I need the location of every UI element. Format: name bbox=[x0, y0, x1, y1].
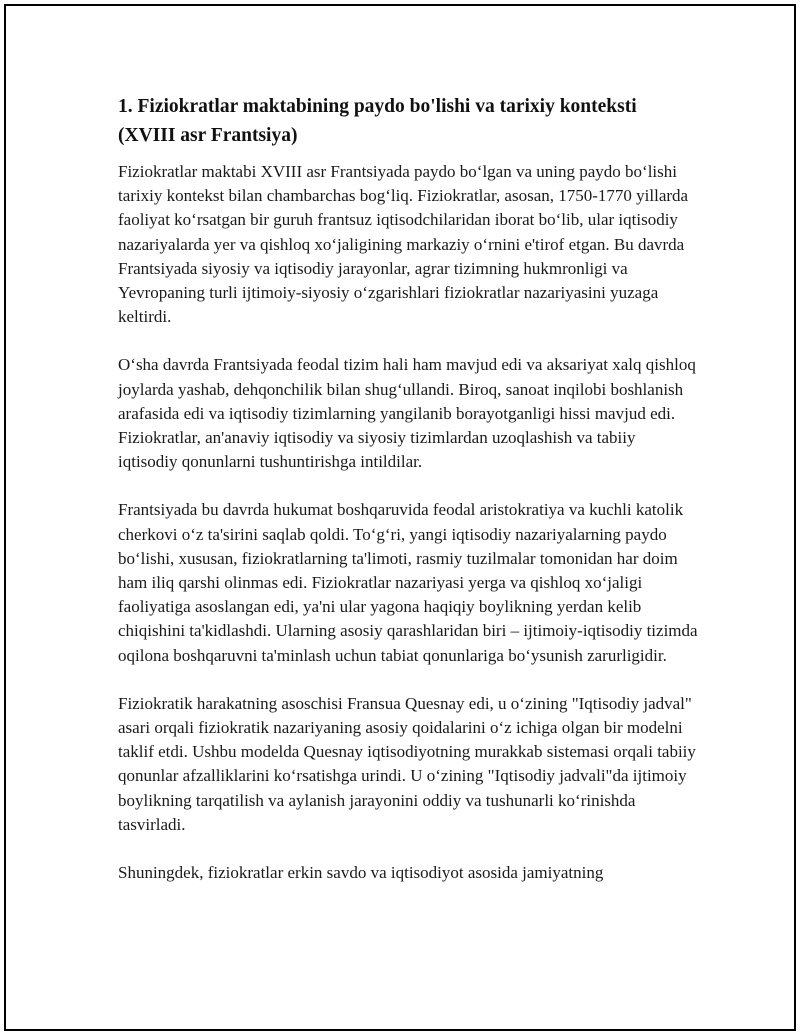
paragraph-5: Shuningdek, fiziokratlar erkin savdo va iqtisodiyot asosida jamiyatning bbox=[118, 863, 604, 883]
document-body bbox=[118, 92, 698, 885]
paragraph-4: Fiziokratik harakatning asoschisi Fransua Quesnay edi, u oʻzining "Iqtisodiy jadval" asari orqali fiziokratik nazariyaning asosiy qoidalarini oʻz ichiga olgan bir modelni taklif etdi. Ushbu modelda Quesnay iqtisodiyotning murakkab sistemasi orqali tabiiy qonunlar afzalliklarini koʻrsatishga urindi. U oʻzining "Iqtisodiy jadvali"da ijtimoiy boylikning tarqatilish va aylanish jarayonini oddiy va tushunarli koʻrinishda tasvirladi. bbox=[118, 693, 696, 834]
section-heading: 1. Fiziokratlar maktabining paydo bo'lishi va tarixiy konteksti (XVIII asr Frantsiya) bbox=[118, 96, 637, 146]
paragraph-1: Fiziokratlar maktabi XVIII asr Frantsiyada paydo boʻlgan va uning paydo boʻlishi tarixiy kontekst bilan chambarchas bogʻliq. Fiziokratlar, asosan, 1750-1770 yillarda faoliyat koʻrsatgan bir guruh frantsuz iqtisodchilaridan iborat boʻlib, ular iqtisodiy nazariyalarda yer va qishloq xoʻjaligining markaziy oʻrnini e'tirof etgan. Bu davrda Frantsiyada siyosiy va iqtisodiy jarayonlar, agrar tizimning hukmronligi va Yevropaning turli ijtimoiy-siyosiy oʻzgarishlari fiziokratlar nazariyasini yuzaga keltirdi. bbox=[118, 162, 689, 327]
paragraph-2: Oʻsha davrda Frantsiyada feodal tizim hali ham mavjud edi va aksariyat xalq qishloq joylarda yashab, dehqonchilik bilan shugʻullandi. Biroq, sanoat inqilobi boshlanish arafasida edi va iqtisodiy tizimlarning yangilanib borayotganligi hissi mavjud edi. Fiziokratlar, an'anaviy iqtisodiy va siyosiy tizimlardan uzoqlashish va tabiiy iqtisodiy qonunlarni tushuntirishga intildilar. bbox=[118, 355, 696, 472]
paragraph-3: Frantsiyada bu davrda hukumat boshqaruvida feodal aristokratiya va kuchli katolik cherkovi oʻz ta'sirini saqlab qoldi. Toʻgʻri, yangi iqtisodiy nazariyalarning paydo boʻlishi, xususan, fiziokratlarning ta'limoti, rasmiy tuzilmalar tomonidan har doim ham iliq qarshi olinmas edi. Fiziokratlar nazariyasi yerga va qishloq xoʻjaligi faoliyatiga asoslangan edi, ya'ni ular yagona haqiqiy boylikning yerdan kelib chiqishini ta'kidlashdi. Ularning asosiy qarashlaridan biri – ijtimoiy-iqtisodiy tizimda oqilona boshqaruvni ta'minlash uchun tabiat qonunlariga boʻysunish zarurligidir. bbox=[118, 500, 698, 665]
